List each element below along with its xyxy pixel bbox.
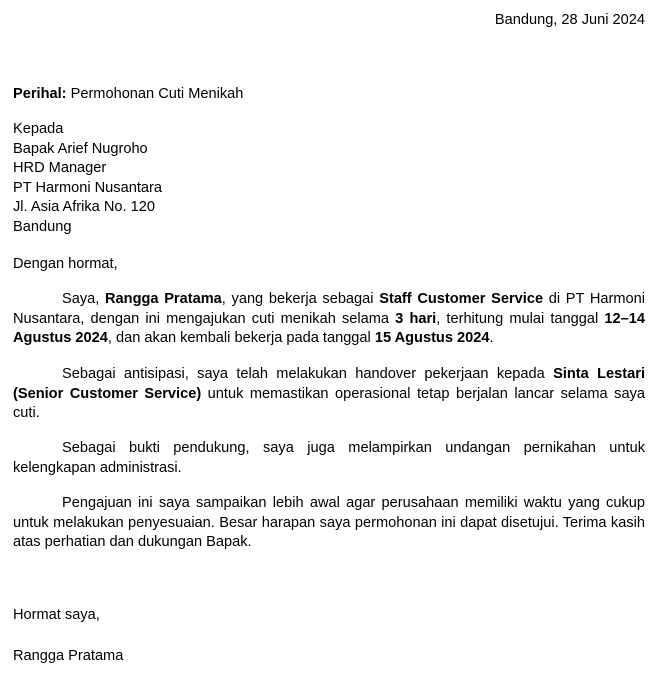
employee-name: Rangga Pratama <box>105 291 222 307</box>
p1-text-6: . <box>489 330 494 346</box>
subject-text: Permohonan Cuti Menikah <box>70 86 244 102</box>
recipient-salutation: Kepada <box>13 121 64 137</box>
subject-line <box>13 85 243 105</box>
p1-text-4: , terhitung mulai tanggal <box>436 310 605 327</box>
recipient-company: PT Harmoni Nusantara <box>13 179 162 196</box>
leave-duration: 3 hari <box>395 310 437 327</box>
closing-phrase: Hormat saya, <box>13 607 100 623</box>
p1-text-2: , yang bekerja sebagai <box>221 291 380 307</box>
leave-dates: 12–14 Agustus 2024 <box>13 310 645 346</box>
paragraph-closing-remarks: Pengajuan ini saya sampaikan lebih awal agar perusahaan memiliki waktu yang cukup untuk melakukan penyesuaian. Besar harapan saya permohonan ini dapat disetujui. Terima kasih atas perhatian dan dukungan Bapak. <box>13 495 645 550</box>
recipient-position: HRD Manager <box>13 160 107 176</box>
p1-text-1: Saya, <box>62 291 105 307</box>
recipient-city: Bandung <box>13 218 72 235</box>
recipient-name: Bapak Arief Nugroho <box>13 140 148 157</box>
greeting: Dengan hormat, <box>13 256 118 272</box>
handover-person: Sinta Lestari (Senior Customer Service) <box>13 366 645 402</box>
p1-text-3: di PT Harmoni Nusantara, dengan ini mengajukan cuti menikah selama <box>13 291 645 327</box>
recipient-street: Jl. Asia Afrika No. 120 <box>13 199 155 215</box>
recipient-address <box>13 120 162 237</box>
paragraph-attachment: Sebagai bukti pendukung, saya juga melampirkan undangan pernikahan untuk kelengkapan administrasi. <box>13 440 645 476</box>
p2-text-1: Sebagai antisipasi, saya telah melakukan handover pekerjaan kepada <box>62 366 554 382</box>
return-date: 15 Agustus 2024 <box>374 330 490 346</box>
paragraph-handover <box>13 365 645 424</box>
subject-label: Perihal: <box>13 86 67 102</box>
p1-text-5: , dan akan kembali bekerja pada tanggal <box>107 330 375 346</box>
letter-date: Bandung, 28 Juni 2024 <box>494 12 645 28</box>
signer-name: Rangga Pratama <box>13 648 124 664</box>
paragraph-request <box>13 290 645 349</box>
p2-text-2: untuk memastikan operasional tetap berjalan lancar selama saya cuti. <box>13 385 645 421</box>
employee-position: Staff Customer Service <box>379 291 544 307</box>
